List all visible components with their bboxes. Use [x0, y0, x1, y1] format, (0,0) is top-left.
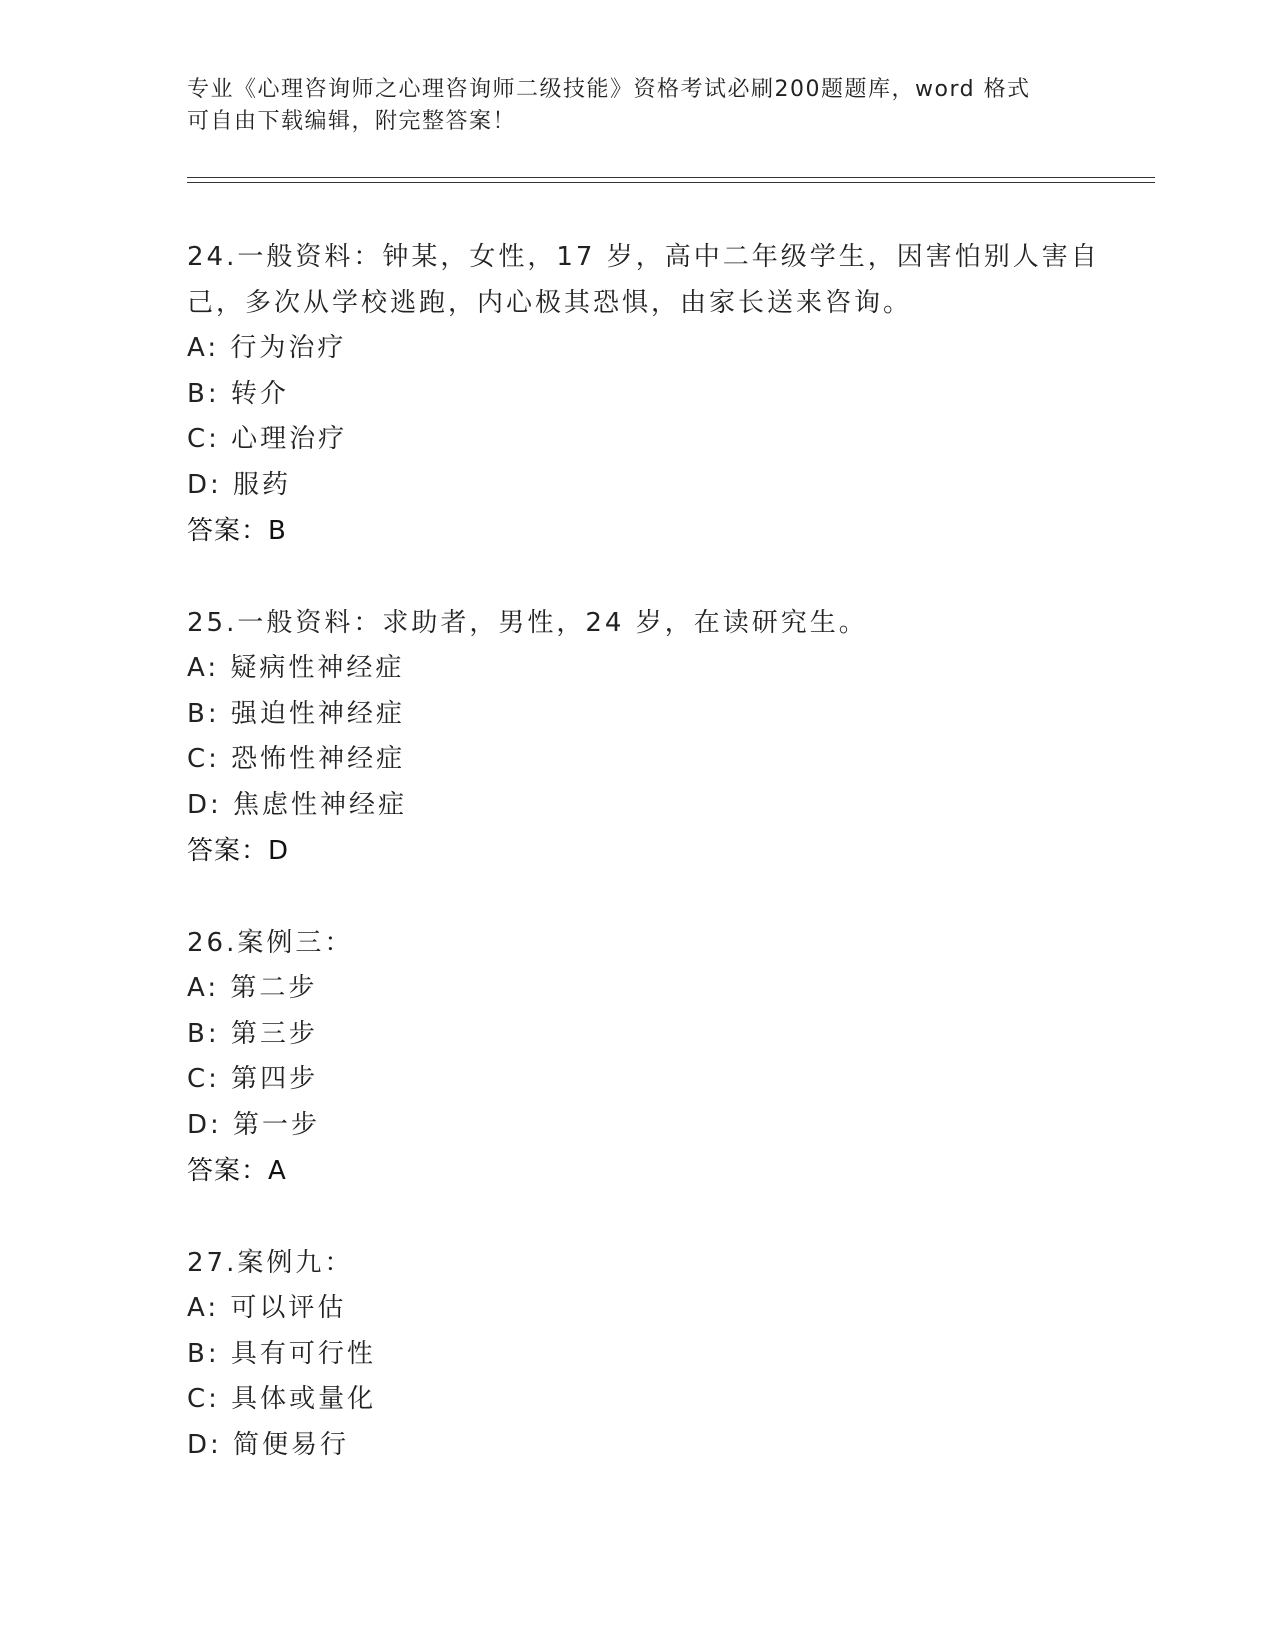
question-27	[187, 1240, 1107, 1468]
header-divider-top	[187, 177, 1155, 178]
question-24-option-b: B: 转介	[187, 378, 289, 409]
question-27-option-c: C: 具体或量化	[187, 1384, 377, 1414]
question-26-option-d: D: 第一步	[187, 1109, 321, 1140]
question-25-answer: 答案：D	[187, 836, 290, 866]
question-24-answer: 答案：B	[187, 516, 287, 546]
question-26-answer: 答案：A	[187, 1156, 287, 1186]
document-header	[187, 74, 1087, 138]
question-24	[187, 234, 1107, 554]
question-25-stem: 25.一般资料：求助者，男性，24 岁，在读研究生。	[187, 608, 868, 638]
question-24-option-c: C: 心理治疗	[187, 424, 348, 454]
question-25-option-d: D: 焦虑性神经症	[187, 789, 408, 820]
question-26	[187, 920, 1107, 1194]
question-27-option-d: D: 简便易行	[187, 1429, 350, 1460]
question-25-option-b: B: 强迫性神经症	[187, 698, 405, 729]
question-26-option-a: A: 第二步	[187, 973, 318, 1003]
question-25-option-c: C: 恐怖性神经症	[187, 744, 406, 774]
question-26-option-b: B: 第三步	[187, 1018, 318, 1049]
question-24-stem-line-2: 己，多次从学校逃跑，内心极其恐惧，由家长送来咨询。	[187, 288, 913, 318]
question-24-option-a: A: 行为治疗	[187, 333, 347, 363]
header-divider-bottom	[187, 182, 1155, 183]
question-24-stem-line-1: 24.一般资料：钟某，女性，17 岁，高中二年级学生，因害怕别人害自	[187, 242, 1100, 272]
question-27-option-b: B: 具有可行性	[187, 1338, 376, 1369]
question-27-option-a: A: 可以评估	[187, 1293, 347, 1323]
question-25-option-a: A: 疑病性神经症	[187, 653, 405, 683]
question-27-stem: 27.案例九：	[187, 1248, 354, 1278]
question-25	[187, 600, 1107, 874]
header-title-line-1: 专业《心理咨询师之心理咨询师二级技能》资格考试必刷200题题库，word 格式	[187, 77, 1031, 102]
header-title-line-2: 可自由下载编辑，附完整答案！	[187, 109, 517, 134]
question-24-option-d: D: 服药	[187, 469, 292, 500]
question-26-stem: 26.案例三：	[187, 928, 354, 958]
question-26-option-c: C: 第四步	[187, 1064, 319, 1094]
